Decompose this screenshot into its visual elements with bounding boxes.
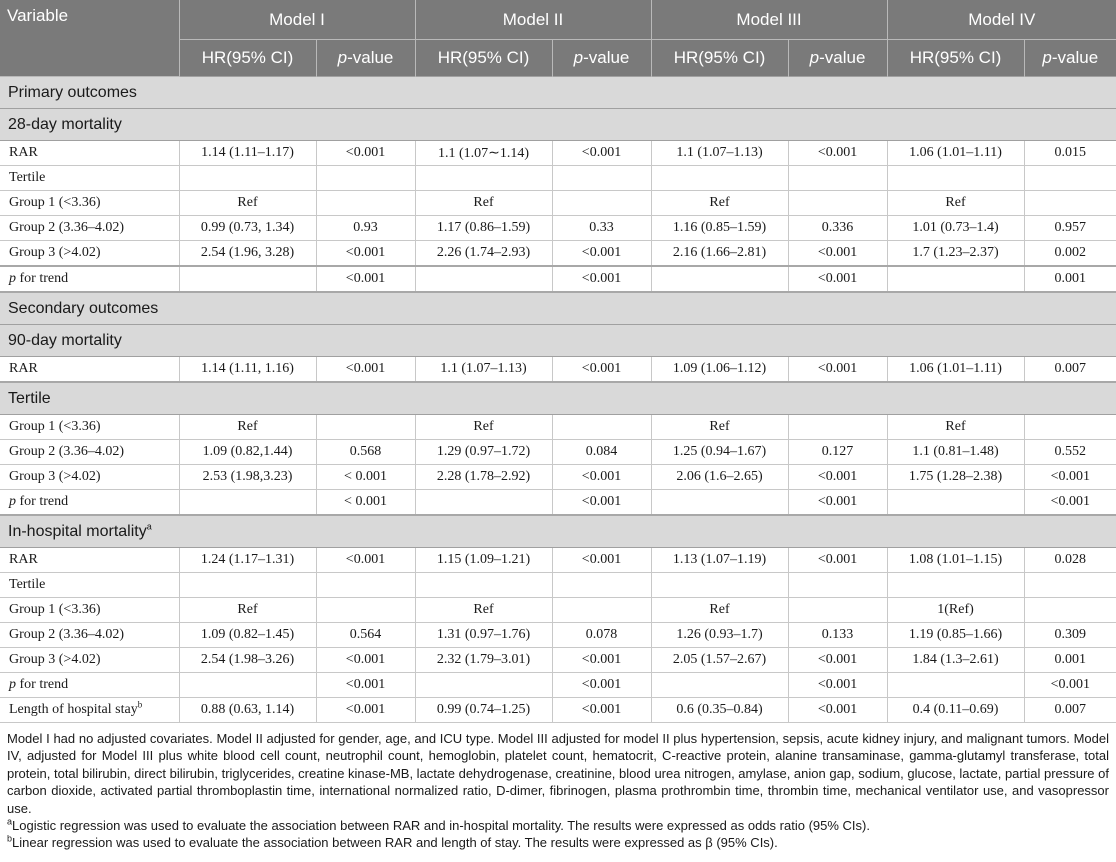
table-footnotes — [0, 730, 1116, 852]
hr-cell: 1.09 (0.82,1.44) — [179, 440, 316, 465]
hr-cell: 1.1 (1.07∼1.14) — [415, 141, 552, 166]
hr-cell: 1.09 (1.06–1.12) — [651, 357, 788, 383]
section-row — [0, 77, 1116, 109]
hr-cell: Ref — [415, 598, 552, 623]
row-label: Length of hospital stay$^b$ — [0, 698, 179, 723]
p-value-cell: <0.001 — [552, 698, 651, 723]
model-ii-header: Model II — [415, 0, 651, 40]
hr-cell: 1.06 (1.01–1.11) — [887, 141, 1024, 166]
p-value-cell: <0.001 — [552, 241, 651, 267]
p-value-cell — [788, 573, 887, 598]
hr-cell: 1.08 (1.01–1.15) — [887, 548, 1024, 573]
row-label: Group 1 (<3.36) — [0, 598, 179, 623]
p-value-cell: 0.007 — [1024, 698, 1116, 723]
p-value-cell: <0.001 — [1024, 490, 1116, 516]
hr-cell: 2.28 (1.78–2.92) — [415, 465, 552, 490]
header-row-models — [0, 0, 1116, 40]
hr-cell — [887, 266, 1024, 292]
table-row — [0, 648, 1116, 673]
p-value-cell: <0.001 — [788, 673, 887, 698]
p-value-cell — [1024, 573, 1116, 598]
hr-cell: 2.06 (1.6–2.65) — [651, 465, 788, 490]
hr-cell — [651, 673, 788, 698]
p-value-cell — [316, 573, 415, 598]
p-value-cell — [552, 191, 651, 216]
section-title: Primary outcomes — [0, 77, 1116, 109]
hr-cell: 1.84 (1.3–2.61) — [887, 648, 1024, 673]
hr-cell — [415, 573, 552, 598]
variable-header: Variable — [0, 0, 179, 77]
p-value-cell: 0.33 — [552, 216, 651, 241]
p-value-cell: <0.001 — [788, 266, 887, 292]
p-value-cell — [316, 415, 415, 440]
p-value-cell: < 0.001 — [316, 465, 415, 490]
hr-cell: 2.16 (1.66–2.81) — [651, 241, 788, 267]
hr-cell: Ref — [651, 191, 788, 216]
hr-cell — [415, 166, 552, 191]
table-row — [0, 465, 1116, 490]
p-value-cell: <0.001 — [316, 357, 415, 383]
p-value-cell: <0.001 — [552, 490, 651, 516]
section-title: Tertile — [0, 382, 1116, 415]
p-value-cell: <0.001 — [788, 465, 887, 490]
table-row — [0, 490, 1116, 516]
table-row — [0, 598, 1116, 623]
p-value-cell — [316, 166, 415, 191]
row-label: Group 3 (>4.02) — [0, 465, 179, 490]
p-value-cell: 0.028 — [1024, 548, 1116, 573]
p-value-cell: <0.001 — [788, 241, 887, 267]
hr-cell: 1.19 (0.85–1.66) — [887, 623, 1024, 648]
hr-cell: 1.25 (0.94–1.67) — [651, 440, 788, 465]
p-value-cell — [788, 415, 887, 440]
section-title: 28-day mortality — [0, 109, 1116, 141]
hr-cell: 1.1 (1.07–1.13) — [415, 357, 552, 383]
hr-cell: 1.31 (0.97–1.76) — [415, 623, 552, 648]
p-value-cell — [552, 573, 651, 598]
p-value-cell: < 0.001 — [316, 490, 415, 516]
p-value-cell — [1024, 191, 1116, 216]
hr-cell — [179, 573, 316, 598]
p-value-cell: 0.568 — [316, 440, 415, 465]
p-value-header: p-value — [1024, 40, 1116, 77]
hr-cell: 1.26 (0.93–1.7) — [651, 623, 788, 648]
table-row — [0, 191, 1116, 216]
hr-cell: 0.88 (0.63, 1.14) — [179, 698, 316, 723]
p-value-cell: <0.001 — [788, 490, 887, 516]
p-value-cell: 0.078 — [552, 623, 651, 648]
hr-cell: 1.06 (1.01–1.11) — [887, 357, 1024, 383]
hr-cell: Ref — [415, 191, 552, 216]
p-value-cell — [552, 166, 651, 191]
row-label: RAR — [0, 548, 179, 573]
hr-cell — [179, 673, 316, 698]
p-value-cell: <0.001 — [316, 241, 415, 267]
hr-cell — [415, 673, 552, 698]
p-value-cell: 0.001 — [1024, 648, 1116, 673]
row-label: Group 2 (3.36–4.02) — [0, 440, 179, 465]
hr-cell — [887, 166, 1024, 191]
hr-cell: 2.54 (1.96, 3.28) — [179, 241, 316, 267]
row-label: Group 1 (<3.36) — [0, 191, 179, 216]
table-row — [0, 141, 1116, 166]
model-i-header: Model I — [179, 0, 415, 40]
p-value-cell: <0.001 — [788, 698, 887, 723]
p-value-cell: 0.564 — [316, 623, 415, 648]
hr-cell: 0.6 (0.35–0.84) — [651, 698, 788, 723]
hr-cell — [651, 266, 788, 292]
hr-cell: Ref — [651, 415, 788, 440]
p-value-cell — [788, 166, 887, 191]
p-value-cell: <0.001 — [316, 141, 415, 166]
p-value-cell: <0.001 — [316, 266, 415, 292]
table-row — [0, 673, 1116, 698]
section-row — [0, 109, 1116, 141]
p-value-cell — [552, 415, 651, 440]
p-value-cell: <0.001 — [552, 465, 651, 490]
p-value-cell: 0.084 — [552, 440, 651, 465]
hr-cell — [651, 490, 788, 516]
footnote-models: Model I had no adjusted covariates. Model II adjusted for gender, age, and ICU type. Model III adjusted for model II plus hypertension, sepsis, acute kidney injury, and malignant tumors. Model IV, adjusted for Model III plus white blood cell count, neutrophil count, hemoglobin, platelet count, hematocrit, C-reactive protein, alanine transaminase, gamma-glutamyl transferase, total protein, total bilirubin, direct bilirubin, triglycerides, creatine kinase-MB, lactate dehydrogenase, creatinine, blood urea nitrogen, amylase, anion gap, sodium, glucose, lactate, partial pressure of carbon dioxide, activated partial thromboplastin time, international normalized ratio, D-dimer, fibrinogen, plasma prothrombin time, thrombin time, mechanical ventilator use, and vasopressor use. — [7, 731, 1109, 816]
row-label: p for trend — [0, 266, 179, 292]
p-value-cell: 0.309 — [1024, 623, 1116, 648]
hr-cell: 1(Ref) — [887, 598, 1024, 623]
p-value-cell: 0.957 — [1024, 216, 1116, 241]
table-header — [0, 0, 1116, 77]
p-value-cell: 0.552 — [1024, 440, 1116, 465]
row-label: Tertile — [0, 573, 179, 598]
table-row — [0, 573, 1116, 598]
hr-cell: Ref — [651, 598, 788, 623]
footnote-a: $^a$Logistic regression was used to evaluate the association between RAR and in-hospital mortality. The results were expressed as odds ratio (95% CIs). — [7, 816, 870, 834]
p-value-cell: <0.001 — [788, 141, 887, 166]
row-label: Group 3 (>4.02) — [0, 241, 179, 267]
hr-cell: 1.16 (0.85–1.59) — [651, 216, 788, 241]
section-row — [0, 292, 1116, 325]
model-iv-header: Model IV — [887, 0, 1116, 40]
p-value-cell: <0.001 — [552, 141, 651, 166]
hr-cell: 2.05 (1.57–2.67) — [651, 648, 788, 673]
hr-cell: 0.99 (0.74–1.25) — [415, 698, 552, 723]
p-value-cell: <0.001 — [788, 357, 887, 383]
hr-header: HR(95% CI) — [415, 40, 552, 77]
p-value-cell: <0.001 — [316, 673, 415, 698]
table-row — [0, 415, 1116, 440]
hr-cell — [415, 490, 552, 516]
hr-cell: 1.15 (1.09–1.21) — [415, 548, 552, 573]
hr-cell: 1.7 (1.23–2.37) — [887, 241, 1024, 267]
model-iii-header: Model III — [651, 0, 887, 40]
hr-cell: 2.54 (1.98–3.26) — [179, 648, 316, 673]
section-row — [0, 515, 1116, 548]
row-label: RAR — [0, 141, 179, 166]
p-value-cell: 0.007 — [1024, 357, 1116, 383]
hr-header: HR(95% CI) — [179, 40, 316, 77]
row-label: RAR — [0, 357, 179, 383]
hr-cell: Ref — [179, 191, 316, 216]
section-title: 90-day mortality — [0, 325, 1116, 357]
hr-cell: 1.1 (0.81–1.48) — [887, 440, 1024, 465]
table-row — [0, 266, 1116, 292]
p-value-cell: 0.002 — [1024, 241, 1116, 267]
hr-cell: 0.4 (0.11–0.69) — [887, 698, 1024, 723]
p-value-cell: <0.001 — [552, 548, 651, 573]
hr-cell — [651, 573, 788, 598]
hr-cell: Ref — [887, 191, 1024, 216]
hr-cell: 1.09 (0.82–1.45) — [179, 623, 316, 648]
hr-cell: Ref — [179, 598, 316, 623]
p-value-cell — [788, 191, 887, 216]
hr-cell: 1.24 (1.17–1.31) — [179, 548, 316, 573]
p-value-cell — [552, 598, 651, 623]
hr-cell — [651, 166, 788, 191]
p-value-cell: <0.001 — [552, 357, 651, 383]
hr-cell: 2.26 (1.74–2.93) — [415, 241, 552, 267]
p-value-cell: 0.93 — [316, 216, 415, 241]
p-value-cell: <0.001 — [1024, 465, 1116, 490]
footnote-b: $^b$Linear regression was used to evaluate the association between RAR and length of stay. The results were expressed as β (95% CIs). — [7, 834, 778, 851]
p-value-cell — [1024, 166, 1116, 191]
p-value-header: p-value — [552, 40, 651, 77]
hr-cell: Ref — [179, 415, 316, 440]
hr-cell: 1.17 (0.86–1.59) — [415, 216, 552, 241]
table-row — [0, 216, 1116, 241]
row-label: Group 2 (3.36–4.02) — [0, 623, 179, 648]
p-value-cell: <0.001 — [316, 548, 415, 573]
row-label: p for trend — [0, 673, 179, 698]
p-value-cell: <0.001 — [316, 648, 415, 673]
p-value-cell: <0.001 — [1024, 673, 1116, 698]
hr-cell: 1.13 (1.07–1.19) — [651, 548, 788, 573]
hr-cell: 2.53 (1.98,3.23) — [179, 465, 316, 490]
hr-cell: 1.14 (1.11, 1.16) — [179, 357, 316, 383]
row-label: Group 2 (3.36–4.02) — [0, 216, 179, 241]
table-row — [0, 698, 1116, 723]
hr-cell: 1.75 (1.28–2.38) — [887, 465, 1024, 490]
hr-cell: 1.29 (0.97–1.72) — [415, 440, 552, 465]
hr-cell: 0.99 (0.73, 1.34) — [179, 216, 316, 241]
p-value-cell — [788, 598, 887, 623]
section-title: Secondary outcomes — [0, 292, 1116, 325]
p-value-cell: 0.001 — [1024, 266, 1116, 292]
p-value-cell: 0.133 — [788, 623, 887, 648]
p-value-cell: <0.001 — [552, 266, 651, 292]
table-row — [0, 548, 1116, 573]
p-value-cell — [1024, 415, 1116, 440]
p-value-cell: <0.001 — [316, 698, 415, 723]
hr-cell — [887, 673, 1024, 698]
p-value-cell — [316, 191, 415, 216]
section-row — [0, 382, 1116, 415]
row-label: Tertile — [0, 166, 179, 191]
hr-cell — [887, 490, 1024, 516]
hr-cell: Ref — [887, 415, 1024, 440]
hr-cell — [887, 573, 1024, 598]
row-label: Group 1 (<3.36) — [0, 415, 179, 440]
hr-cell — [179, 166, 316, 191]
p-value-header: p-value — [316, 40, 415, 77]
p-value-cell: <0.001 — [788, 548, 887, 573]
row-label: p for trend — [0, 490, 179, 516]
p-value-cell: 0.127 — [788, 440, 887, 465]
section-title: In-hospital mortality$^a$ — [0, 515, 1116, 548]
hr-cell: Ref — [415, 415, 552, 440]
table-row — [0, 166, 1116, 191]
p-value-cell: 0.015 — [1024, 141, 1116, 166]
p-value-cell: 0.336 — [788, 216, 887, 241]
p-value-cell: <0.001 — [552, 648, 651, 673]
p-value-header: p-value — [788, 40, 887, 77]
section-row — [0, 325, 1116, 357]
hr-cell: 1.1 (1.07–1.13) — [651, 141, 788, 166]
hr-cell — [179, 490, 316, 516]
table-row — [0, 357, 1116, 383]
hr-cell: 2.32 (1.79–3.01) — [415, 648, 552, 673]
p-value-cell: <0.001 — [788, 648, 887, 673]
hr-cell: 1.14 (1.11–1.17) — [179, 141, 316, 166]
hr-cell: 1.01 (0.73–1.4) — [887, 216, 1024, 241]
p-value-cell — [1024, 598, 1116, 623]
table-row — [0, 623, 1116, 648]
hr-header: HR(95% CI) — [887, 40, 1024, 77]
p-value-cell: <0.001 — [552, 673, 651, 698]
table-row — [0, 241, 1116, 267]
table-body — [0, 77, 1116, 723]
hr-cell — [415, 266, 552, 292]
row-label: Group 3 (>4.02) — [0, 648, 179, 673]
p-value-cell — [316, 598, 415, 623]
table-row — [0, 440, 1116, 465]
hr-cell — [179, 266, 316, 292]
hr-header: HR(95% CI) — [651, 40, 788, 77]
